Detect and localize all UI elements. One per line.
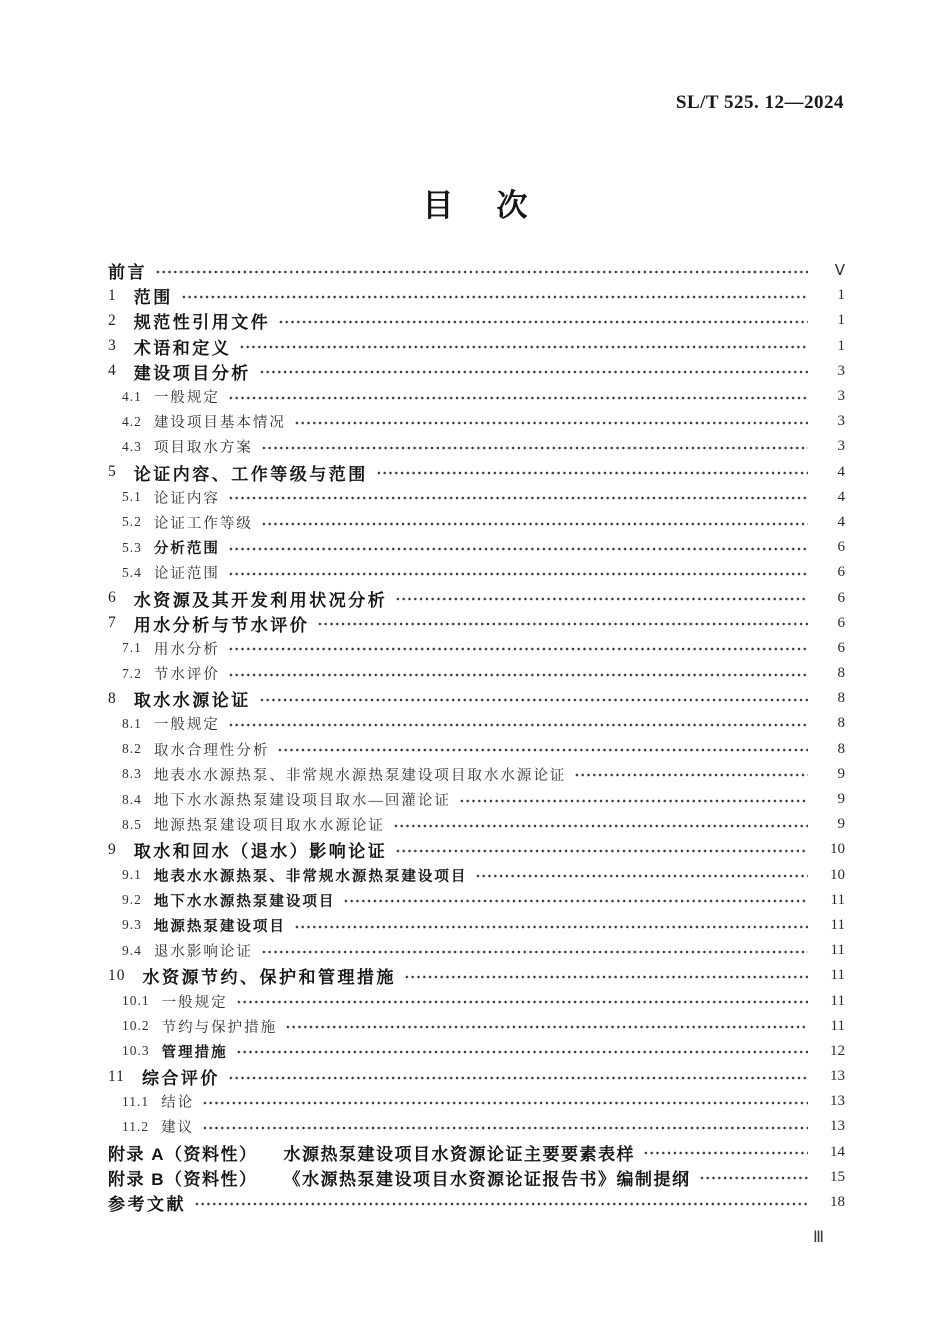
toc-entry-title: 一般规定: [153, 717, 220, 734]
dot-leader: [294, 409, 808, 434]
toc-entry-title: 范围: [133, 288, 173, 308]
toc-entry: [108, 409, 845, 434]
toc-entry-page: 4: [837, 488, 845, 505]
toc-entry: [108, 938, 845, 963]
toc-entry: [108, 460, 845, 485]
toc-entry-title: 地下水水源热泵建设项目取水—回灌论证: [153, 793, 451, 810]
toc-entry-title: 用水分析与节水评价: [133, 615, 310, 635]
toc-entry-page: 13: [830, 1068, 845, 1085]
toc-entry-page: 3: [837, 438, 845, 455]
toc-entry-title: 地表水水源热泵、非常规水源热泵建设项目取水水源论证: [153, 767, 567, 784]
dot-leader: [343, 888, 808, 913]
toc-heading: [0, 180, 950, 225]
toc-entry-title: 论证内容: [153, 490, 220, 507]
toc-entry-page: 6: [837, 539, 845, 556]
toc-entry-number: 11: [108, 1067, 125, 1085]
dot-leader: [393, 812, 808, 837]
toc-entry: [108, 737, 845, 762]
toc-entry-title: 参考文献: [108, 1195, 186, 1215]
toc-entry-title: 取水和回水（退水）影响论证: [133, 842, 388, 862]
toc-entry-page: 14: [830, 1143, 845, 1160]
toc-entry-page: 11: [830, 916, 845, 933]
dot-leader: [228, 384, 808, 409]
toc-entry-title: 论证工作等级: [153, 515, 253, 532]
toc-entry: [108, 1014, 845, 1039]
toc-entry: [108, 1039, 845, 1064]
toc-entry-number: 11.2: [122, 1118, 150, 1134]
dot-leader: [259, 686, 808, 711]
dot-leader: [317, 611, 808, 636]
toc-entry-number: 4.3: [122, 438, 142, 454]
toc-entry: [108, 1089, 845, 1114]
toc-entry-number: 5.4: [122, 564, 142, 580]
toc-entry: [108, 1064, 845, 1089]
toc-entry-number: 8.2: [122, 741, 142, 757]
dot-leader: [475, 863, 808, 888]
toc-entry-number: 5: [108, 463, 117, 481]
dot-leader: [228, 485, 808, 510]
toc-entry: [108, 988, 845, 1013]
toc-entry-title: 地源热泵建设项目取水水源论证: [153, 818, 385, 835]
toc-entry-title: 取水水源论证: [133, 691, 251, 711]
dot-leader: [202, 1089, 808, 1114]
toc-entry: [108, 384, 845, 409]
toc-entry-number: 8: [108, 689, 117, 707]
dot-leader: [194, 1190, 808, 1215]
toc-entry: [108, 762, 845, 787]
toc-entry-number: 9.2: [122, 892, 142, 908]
toc-entry-title: 术语和定义: [133, 338, 232, 358]
toc-entry-title: 管理措施: [161, 1044, 228, 1061]
toc-entry-title: 节约与保护措施: [161, 1019, 278, 1036]
toc-entry: [108, 359, 845, 384]
toc-entry-title: 综合评价: [141, 1069, 220, 1089]
toc-entry-page: 6: [837, 639, 845, 656]
toc-entry-number: 8.4: [122, 791, 142, 807]
dot-leader: [259, 359, 808, 384]
toc-entry-number: 10.1: [122, 993, 150, 1009]
toc-entry: [108, 283, 845, 308]
toc-entry-number: 3: [108, 337, 117, 355]
toc-entry-number: 4: [108, 362, 117, 380]
dot-leader: [643, 1140, 808, 1165]
toc-entry: [108, 1165, 845, 1190]
dot-leader: [261, 938, 808, 963]
toc-entry-title: 退水影响论证: [153, 944, 253, 961]
toc-entry-number: 7: [108, 614, 117, 632]
toc-entry-number: 2: [108, 311, 117, 329]
dot-leader: [228, 711, 808, 736]
dot-leader: [294, 913, 808, 938]
toc-entry: [108, 636, 845, 661]
toc-entry-title: 用水分析: [153, 641, 220, 658]
dot-leader: [699, 1165, 809, 1190]
toc-entry-title: 水资源节约、保护和管理措施: [142, 968, 396, 988]
toc-entry-page: 1: [837, 287, 845, 304]
toc-entry-number: 9.4: [122, 942, 142, 958]
toc-entry-number: 4.1: [122, 388, 142, 404]
dot-leader: [261, 434, 808, 459]
dot-leader: [376, 460, 808, 485]
toc-entry-number: 4.2: [122, 413, 142, 429]
toc-entry: [108, 535, 845, 560]
toc-entry: [108, 585, 845, 610]
toc-entry-number: 10.3: [122, 1043, 150, 1059]
toc-entry-page: 3: [837, 388, 845, 405]
toc-entry: [108, 510, 845, 535]
toc-entry-page: 4: [837, 513, 845, 530]
toc-entry-page: 1: [837, 312, 845, 329]
toc-heading-text: 目 次: [422, 188, 534, 223]
toc-entry-page: 18: [830, 1194, 845, 1211]
toc-entry-page: 6: [837, 614, 845, 631]
toc-entry-page: 15: [830, 1168, 845, 1185]
toc-entry-page: 9: [837, 816, 845, 833]
toc-entry-page: 13: [830, 1093, 845, 1110]
toc-entry-page: 6: [837, 564, 845, 581]
dot-leader: [459, 787, 808, 812]
folio-page-number: Ⅲ: [812, 1229, 824, 1246]
dot-leader: [277, 737, 808, 762]
toc-entry-number: 附录 A（资料性）: [108, 1144, 258, 1164]
toc-entry-title: 取水合理性分析: [153, 742, 270, 759]
toc-entry: [108, 686, 845, 711]
toc-entry-title: 水资源及其开发利用状况分析: [133, 590, 388, 610]
toc-entry: [108, 308, 845, 333]
toc-entry-page: 6: [837, 589, 845, 606]
dot-leader: [574, 762, 808, 787]
dot-leader: [285, 1014, 808, 1039]
toc-entry-title: 一般规定: [153, 390, 220, 407]
table-of-contents: [108, 258, 845, 1215]
toc-entry-page: 9: [837, 791, 845, 808]
toc-entry-number: 9.1: [122, 867, 142, 883]
toc-entry-number: 5.3: [122, 539, 142, 555]
dot-leader: [236, 989, 808, 1014]
toc-entry: [108, 611, 845, 636]
toc-entry: [108, 258, 845, 283]
dot-leader: [395, 586, 808, 611]
toc-entry: [108, 434, 845, 459]
toc-entry-page: 8: [837, 665, 845, 682]
toc-entry-page: 10: [830, 866, 845, 883]
toc-entry: [108, 837, 845, 862]
toc-entry-page: 3: [837, 362, 845, 379]
toc-entry-page: 12: [830, 1042, 845, 1059]
toc-entry-title: 前言: [108, 263, 147, 283]
toc-entry-number: 8.3: [122, 766, 142, 782]
toc-entry-number: 11.1: [122, 1093, 150, 1109]
toc-entry-title: 地源热泵建设项目: [153, 918, 286, 935]
toc-entry-title: 一般规定: [161, 994, 228, 1011]
toc-entry-number: 附录 B（资料性）: [108, 1169, 258, 1189]
standard-code: SL/T 525. 12—2024: [675, 92, 844, 113]
toc-entry-page: 4: [837, 463, 845, 480]
dot-leader: [228, 1064, 808, 1089]
toc-entry-page: 11: [830, 992, 845, 1009]
toc-entry-title: 地表水水源热泵、非常规水源热泵建设项目: [153, 868, 468, 885]
toc-entry: [108, 963, 845, 988]
dot-leader: [395, 837, 808, 862]
dot-leader: [228, 535, 808, 560]
toc-entry-number: 10.2: [122, 1018, 150, 1034]
toc-entry-number: 10: [108, 966, 126, 984]
toc-entry-number: 9.3: [122, 917, 142, 933]
toc-entry: [108, 560, 845, 585]
dot-leader: [181, 283, 808, 308]
toc-entry-number: 8.5: [122, 816, 142, 832]
toc-entry-number: 5.1: [122, 489, 142, 505]
dot-leader: [261, 510, 808, 535]
toc-entry: [108, 711, 845, 736]
dot-leader: [228, 661, 808, 686]
toc-entry: [108, 1140, 845, 1165]
toc-entry-page: 8: [837, 715, 845, 732]
toc-entry-number: 6: [108, 589, 117, 607]
dot-leader: [239, 334, 808, 359]
toc-entry-title: 地下水水源热泵建设项目: [153, 893, 336, 910]
dot-leader: [236, 1039, 808, 1064]
toc-entry: [108, 485, 845, 510]
toc-entry-number: 9: [108, 840, 117, 858]
toc-entry: [108, 913, 845, 938]
toc-entry-number: 8.1: [122, 715, 142, 731]
toc-entry-page: 1: [837, 337, 845, 354]
toc-entry-title: 论证范围: [153, 566, 220, 583]
toc-entry: [108, 812, 845, 837]
toc-entry: [108, 787, 845, 812]
toc-entry-page: 3: [837, 413, 845, 430]
toc-entry-page: 8: [837, 740, 845, 757]
toc-entry-title: 建议: [161, 1120, 195, 1137]
toc-entry-title: 分析范围: [153, 541, 220, 558]
toc-entry: [108, 863, 845, 888]
toc-entry-title: 建设项目基本情况: [153, 415, 286, 432]
toc-entry-number: 7.1: [122, 640, 142, 656]
toc-entry-title: 《水源热泵建设项目水资源论证报告书》编制提纲: [283, 1169, 691, 1189]
toc-entry: [108, 661, 845, 686]
dot-leader: [404, 963, 808, 988]
dot-leader: [278, 308, 808, 333]
toc-entry-page: Ⅴ: [834, 263, 845, 280]
dot-leader: [202, 1114, 808, 1139]
toc-entry-title: 节水评价: [153, 667, 220, 684]
dot-leader: [228, 560, 808, 585]
toc-entry-title: 论证内容、工作等级与范围: [133, 464, 368, 484]
toc-entry-title: 结论: [161, 1095, 195, 1112]
toc-entry: [108, 888, 845, 913]
toc-entry-page: 11: [830, 1017, 845, 1034]
toc-entry: [108, 1114, 845, 1139]
toc-entry-number: 5.2: [122, 514, 142, 530]
toc-entry: [108, 1190, 845, 1215]
dot-leader: [228, 636, 808, 661]
toc-entry-title: 项目取水方案: [153, 440, 253, 457]
toc-entry-title: 规范性引用文件: [133, 313, 271, 333]
toc-entry-title: 建设项目分析: [133, 363, 251, 383]
toc-entry-page: 8: [837, 690, 845, 707]
toc-entry-page: 13: [830, 1118, 845, 1135]
toc-entry-title: 水源热泵建设项目水资源论证主要要素表样: [283, 1144, 635, 1164]
toc-entry-number: 7.2: [122, 665, 142, 681]
toc-entry-page: 11: [830, 942, 845, 959]
toc-entry-number: 1: [108, 286, 117, 304]
toc-entry: [108, 334, 845, 359]
toc-entry-page: 11: [830, 967, 845, 984]
dot-leader: [155, 258, 808, 283]
toc-entry-page: 11: [830, 891, 845, 908]
toc-entry-page: 10: [830, 841, 845, 858]
toc-entry-page: 9: [837, 765, 845, 782]
